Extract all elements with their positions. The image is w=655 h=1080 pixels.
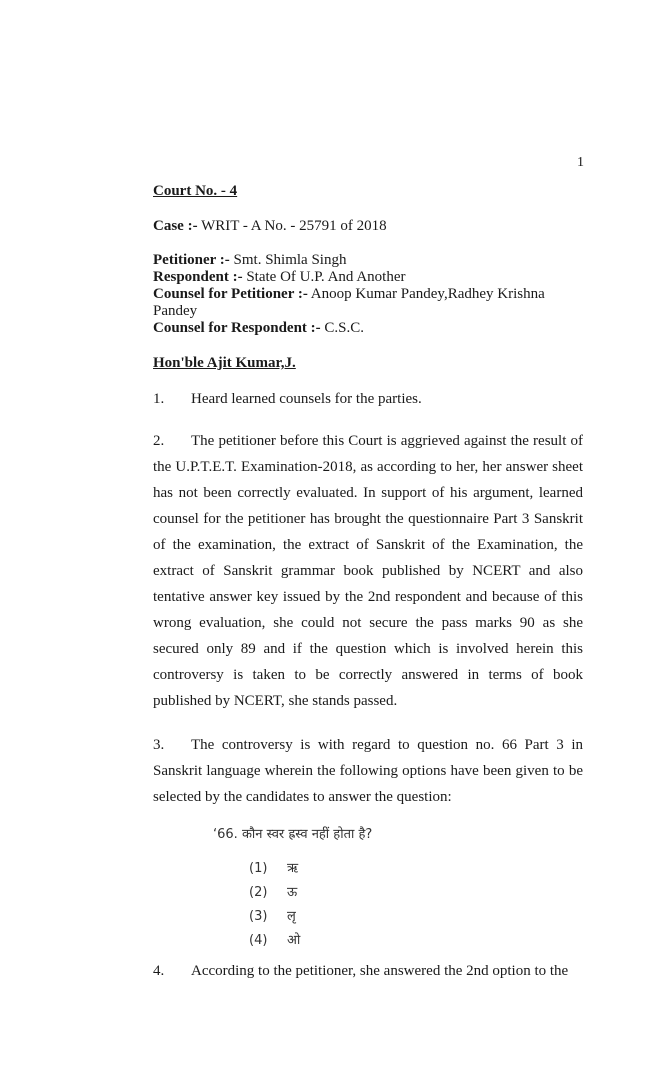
option-item [249, 928, 583, 952]
option-item [249, 904, 583, 928]
paragraph-2 [153, 428, 583, 714]
petitioner-label: Petitioner :- [153, 252, 230, 268]
parties-block [153, 252, 583, 337]
paragraph-number: 3. [153, 737, 165, 753]
option-text: ओ [287, 932, 301, 948]
respondent-line [153, 269, 583, 286]
case-line [153, 218, 583, 235]
counsel-respondent-line [153, 320, 583, 337]
judge-name: Hon'ble Ajit Kumar,J. [153, 355, 296, 371]
paragraph-4 [153, 958, 583, 984]
page-number: 1 [577, 155, 584, 170]
option-text: ऋ [287, 860, 299, 876]
question-options [249, 856, 583, 952]
paragraph-3 [153, 732, 583, 810]
counsel-petitioner-label: Counsel for Petitioner :- [153, 286, 308, 302]
paragraph-text: Heard learned counsels for the parties. [191, 391, 422, 407]
quoted-question: ‘66. कौन स्वर ह्रस्व नहीं होता है? [213, 827, 373, 842]
paragraph-text: According to the petitioner, she answered the 2nd option to the [191, 963, 569, 979]
paragraph-text: The petitioner before this Court is aggrieved against the result of the U.P.T.E.T. Examination-2018, as according to her, her answer sheet has not been correctly evaluated. In support of his argument, learned counsel for the petitioner has brought the questionnaire Part 3 Sanskrit of the examination, the extract of Sanskrit of the Examination, the extract of Sanskrit grammar book published by NCERT and also tentative answer key issued by the 2nd respondent and because of this wrong evaluation, she could not secure the pass marks 90 as she secured only 89 and if the question which is involved herein this controversy is taken to be correctly answered in terms of book published by NCERT, she stands passed. [153, 433, 583, 709]
petitioner-name: Smt. Shimla Singh [233, 252, 347, 268]
case-value: WRIT - A No. - 25791 of 2018 [201, 218, 387, 234]
court-number: Court No. - 4 [153, 183, 238, 199]
option-number: (4) [249, 932, 268, 948]
option-number: (3) [249, 908, 268, 924]
counsel-respondent-label: Counsel for Respondent :- [153, 320, 321, 336]
option-number: (2) [249, 884, 268, 900]
option-number: (1) [249, 860, 268, 876]
paragraph-number: 4. [153, 963, 165, 979]
counsel-petitioner-name: Anoop Kumar Pandey,Radhey Krishna Pandey [153, 286, 545, 319]
option-text: लृ [287, 908, 296, 924]
petitioner-line [153, 252, 583, 269]
paragraph-number: 2. [153, 433, 165, 449]
option-item [249, 880, 583, 904]
respondent-label: Respondent :- [153, 269, 243, 285]
counsel-respondent-name: C.S.C. [324, 320, 365, 336]
paragraph-1 [153, 386, 583, 412]
respondent-name: State Of U.P. And Another [246, 269, 406, 285]
option-item [249, 856, 583, 880]
case-label: Case :- [153, 218, 198, 234]
paragraph-number: 1. [153, 391, 165, 407]
counsel-petitioner-line [153, 286, 583, 320]
paragraph-text: The controversy is with regard to question no. 66 Part 3 in Sanskrit language wherein the following options have been given to be selected by the candidates to answer the question: [153, 737, 583, 805]
document-body [153, 183, 583, 984]
option-text: ऊ [287, 884, 298, 900]
